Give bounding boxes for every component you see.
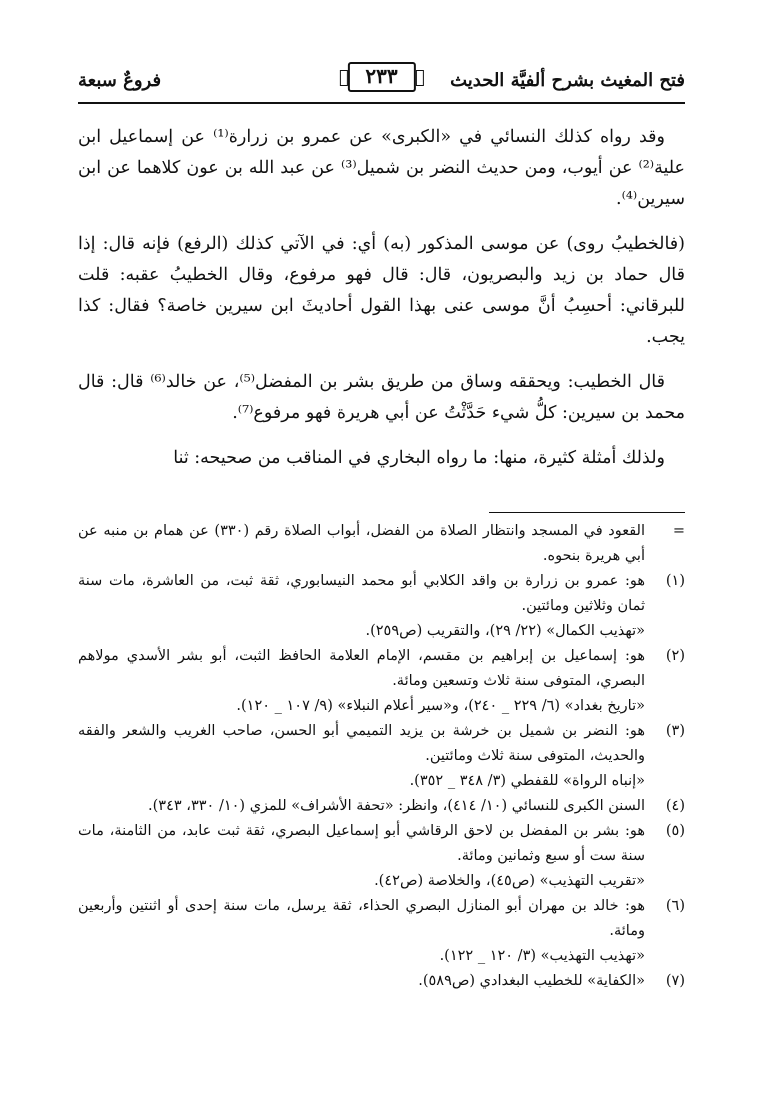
footnote bbox=[78, 894, 685, 969]
page-number: ٢٣٣ bbox=[347, 62, 415, 92]
footnote-divider bbox=[489, 512, 685, 513]
page-header bbox=[78, 58, 685, 104]
footnote-line: السنن الكبرى للنسائي (١٠/ ٤١٤)، وانظر: «تحفة الأشراف» للمزي (١٠/ ٣٣٠، ٣٤٣). bbox=[148, 798, 645, 814]
footnotes bbox=[78, 512, 685, 994]
main-text bbox=[78, 122, 685, 488]
footnote-line: «إنباه الرواة» للقفطي (٣/ ٣٤٨ _ ٣٥٢). bbox=[409, 773, 645, 789]
paragraph: قال الخطيب: ويحققه وساق من طريق بشر بن المفضل⁽⁵⁾، عن خالد⁽⁶⁾ قال: قال محمد بن سيرين: كلُّ شيء حَدَّثْتُ عن أبي هريرة فهو مرفوع⁽⁷⁾. bbox=[78, 372, 685, 423]
footnote-line: هو: إسماعيل بن إبراهيم بن مقسم، الإمام العلامة الحافظ الثبت، أبو بشر الأسدي مولاهم البصري، المتوفى سنة ثلاث وتسعين ومائة. bbox=[78, 648, 645, 689]
footnote-line: «تقريب التهذيب» (ص٤٥)، والخلاصة (ص٤٢). bbox=[374, 873, 645, 889]
footnote-marker: (٧) bbox=[665, 973, 685, 989]
footnote-marker: = bbox=[672, 523, 685, 539]
footnote-line: هو: خالد بن مهران أبو المنازل البصري الحذاء، ثقة يرسل، مات سنة إحدى أو اثنتين وأربعين ومائة. bbox=[78, 898, 645, 939]
footnote bbox=[78, 519, 685, 569]
footnote-line: «تهذيب الكمال» (٢٢/ ٢٩)، والتقريب (ص٢٥٩). bbox=[365, 623, 645, 639]
footnote bbox=[78, 569, 685, 644]
paragraph: ولذلك أمثلة كثيرة، منها: ما رواه البخاري في المناقب من صحيحه: ثنا bbox=[173, 448, 665, 468]
footnote-marker: (٦) bbox=[665, 898, 685, 914]
section-title: فروعٌ سبعة bbox=[78, 69, 162, 91]
footnote bbox=[78, 969, 685, 994]
footnote-line: «تهذيب التهذيب» (٣/ ١٢٠ _ ١٢٢). bbox=[439, 948, 645, 964]
footnote-line: هو: النضر بن شميل بن خرشة بن يزيد التميمي أبو الحسن، صاحب الغريب والشعر والفقه والحديث، المتوفى سنة ثلاث ومائتين. bbox=[78, 723, 645, 764]
footnote bbox=[78, 719, 685, 794]
footnote-marker: (٥) bbox=[665, 823, 685, 839]
footnote-line: هو: بشر بن المفضل بن لاحق الرقاشي أبو إسماعيل البصري، ثقة ثبت عابد، من الثامنة، مات سنة ست أو سبع وثمانين ومائة. bbox=[78, 823, 645, 864]
footnote bbox=[78, 794, 685, 819]
footnote bbox=[78, 819, 685, 894]
footnote bbox=[78, 644, 685, 719]
footnote-marker: (٢) bbox=[665, 648, 685, 664]
paragraph: وقد رواه كذلك النسائي في «الكبرى» عن عمرو بن زرارة⁽¹⁾ عن إسماعيل ابن علية⁽²⁾ عن أيوب، ومن حديث النضر بن شميل⁽³⁾ عن عبد الله بن عون كلاهما عن ابن سيرين⁽⁴⁾. bbox=[78, 127, 685, 209]
footnote-marker: (١) bbox=[665, 573, 685, 589]
footnote-line: «الكفاية» للخطيب البغدادي (ص٥٨٩). bbox=[418, 973, 645, 989]
footnote-marker: (٤) bbox=[665, 798, 685, 814]
footnote-line: «تاريخ بغداد» (٦/ ٢٢٩ _ ٢٤٠)، و«سير أعلام النبلاء» (٩/ ١٠٧ _ ١٢٠). bbox=[236, 698, 645, 714]
footnote-line: هو: عمرو بن زرارة بن واقد الكلابي أبو محمد النيسابوري، ثقة ثبت، من العاشرة، مات سنة ثمان وثلاثين ومائتين. bbox=[78, 573, 645, 614]
footnote-line: القعود في المسجد وانتظار الصلاة من الفضل، أبواب الصلاة رقم (٣٣٠) عن همام بن منبه عن أبي هريرة بنحوه. bbox=[78, 523, 645, 564]
paragraph: (فالخطيبُ روى) عن موسى المذكور (به) أي: في الآتي كذلك (الرفع) فإنه قال: إذا قال حماد بن زيد والبصريون، قال: قال فهو مرفوع، وقال الخطيبُ عقبه: قلت للبرقاني: أحسِبُ أنَّ موسى عنى بهذا القول أحاديثَ ابن سيرين خاصة؟ فقال: كذا يجب. bbox=[78, 234, 685, 347]
footnote-marker: (٣) bbox=[665, 723, 685, 739]
book-title: فتح المغيث بشرح ألفيَّة الحديث bbox=[450, 69, 685, 91]
